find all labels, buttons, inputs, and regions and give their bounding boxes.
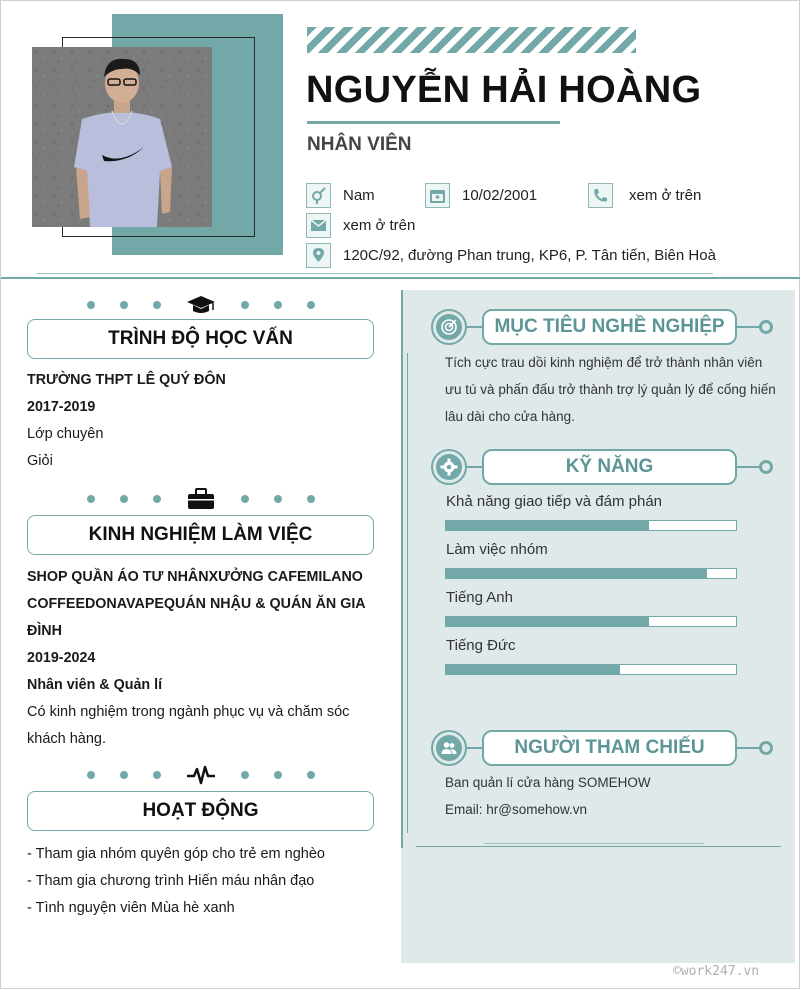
pulse-icon <box>185 761 217 789</box>
phone-icon <box>588 183 613 208</box>
gear-icon <box>436 454 462 480</box>
location-icon <box>306 243 331 268</box>
name-underline <box>307 121 560 124</box>
activity-item: - Tình nguyện viên Mùa hè xanh <box>27 900 235 916</box>
header-divider-thin <box>37 273 713 274</box>
briefcase-icon <box>185 485 217 513</box>
info-birthday <box>425 183 537 208</box>
skill-label: Khả năng giao tiếp và đám phán <box>446 493 662 510</box>
skills-header <box>431 449 776 487</box>
education-grade: Giỏi <box>27 453 53 469</box>
header-divider <box>1 277 800 279</box>
objective-text: Tích cực trau dồi kinh nghiệm để trở thành nhân viên ưu tú và phấn đấu trở thành trợ lý quản lý để cống hiến lâu dài cho cửa hàng. <box>445 355 776 424</box>
skills-heading: KỸ NĂNG <box>482 449 737 485</box>
target-icon <box>436 314 462 340</box>
phone-value: xem ở trên <box>629 187 702 204</box>
calendar-icon <box>425 183 450 208</box>
experience-years: 2019-2024 <box>27 650 96 666</box>
address-value: 120C/92, đường Phan trung, KP6, P. Tân tiến, Biên Hoà <box>343 247 716 264</box>
header-stripes <box>307 27 636 53</box>
gender-icon <box>306 183 331 208</box>
objective-heading: MỤC TIÊU NGHỀ NGHIỆP <box>482 309 737 345</box>
skill-bar <box>445 520 737 531</box>
gender-value: Nam <box>343 187 375 204</box>
experience-company: SHOP QUẦN ÁO TƯ NHÂNXƯỞNG CAFEMILANO COFFEEDONAVAPEQUÁN NHẬU & QUÁN ĂN GIA ĐÌNH <box>27 569 366 639</box>
activities-heading: HOẠT ĐỘNG <box>27 791 374 831</box>
objective-header <box>431 309 776 347</box>
experience-heading: KINH NGHIỆM LÀM VIỆC <box>27 515 374 555</box>
skill-bar-fill <box>446 521 649 530</box>
skill-label: Tiếng Anh <box>446 589 513 606</box>
full-name: NGUYỄN HẢI HOÀNG <box>306 69 702 111</box>
right-bottom-divider-thin <box>484 843 704 844</box>
references-header <box>431 730 776 768</box>
skill-label: Tiếng Đức <box>446 637 516 654</box>
activity-item: - Tham gia chương trình Hiến máu nhân đạo <box>27 873 315 889</box>
email-icon <box>306 213 331 238</box>
activity-item: - Tham gia nhóm quyên góp cho trẻ em nghèo <box>27 846 325 862</box>
birthday-value: 10/02/2001 <box>462 187 538 204</box>
skill-bar-fill <box>446 569 707 578</box>
education-school: TRƯỜNG THPT LÊ QUÝ ĐÔN <box>27 372 226 388</box>
skill-bar-fill <box>446 617 649 626</box>
education-divider <box>71 291 331 319</box>
skill-bar <box>445 616 737 627</box>
activities-divider <box>71 761 331 789</box>
graduation-cap-icon <box>185 291 217 319</box>
education-heading: TRÌNH ĐỘ HỌC VẤN <box>27 319 374 359</box>
email-value: xem ở trên <box>343 217 416 234</box>
skill-bar-fill <box>446 665 620 674</box>
right-bottom-divider <box>416 846 781 847</box>
reference-email: Email: hr@somehow.vn <box>445 802 588 817</box>
skill-bar <box>445 568 737 579</box>
education-class: Lớp chuyên <box>27 426 104 442</box>
education-years: 2017-2019 <box>27 399 96 415</box>
profile-photo <box>32 47 212 227</box>
watermark: ©work247.vn <box>673 964 760 979</box>
right-panel-border <box>401 290 403 848</box>
experience-description: Có kinh nghiệm trong ngành phục vụ và chăm sóc khách hàng. <box>27 704 350 747</box>
reference-name: Ban quản lí cửa hàng SOMEHOW <box>445 775 651 790</box>
job-title: NHÂN VIÊN <box>307 134 412 155</box>
skill-bar <box>445 664 737 675</box>
experience-position: Nhân viên & Quản lí <box>27 677 163 693</box>
info-phone <box>588 183 701 208</box>
references-heading: NGƯỜI THAM CHIẾU <box>482 730 737 766</box>
skill-label: Làm việc nhóm <box>446 541 548 558</box>
people-icon <box>436 735 462 761</box>
info-email <box>306 213 415 238</box>
info-gender <box>306 183 375 208</box>
info-address <box>306 243 716 268</box>
experience-divider <box>71 485 331 513</box>
right-panel-timeline <box>407 353 408 833</box>
